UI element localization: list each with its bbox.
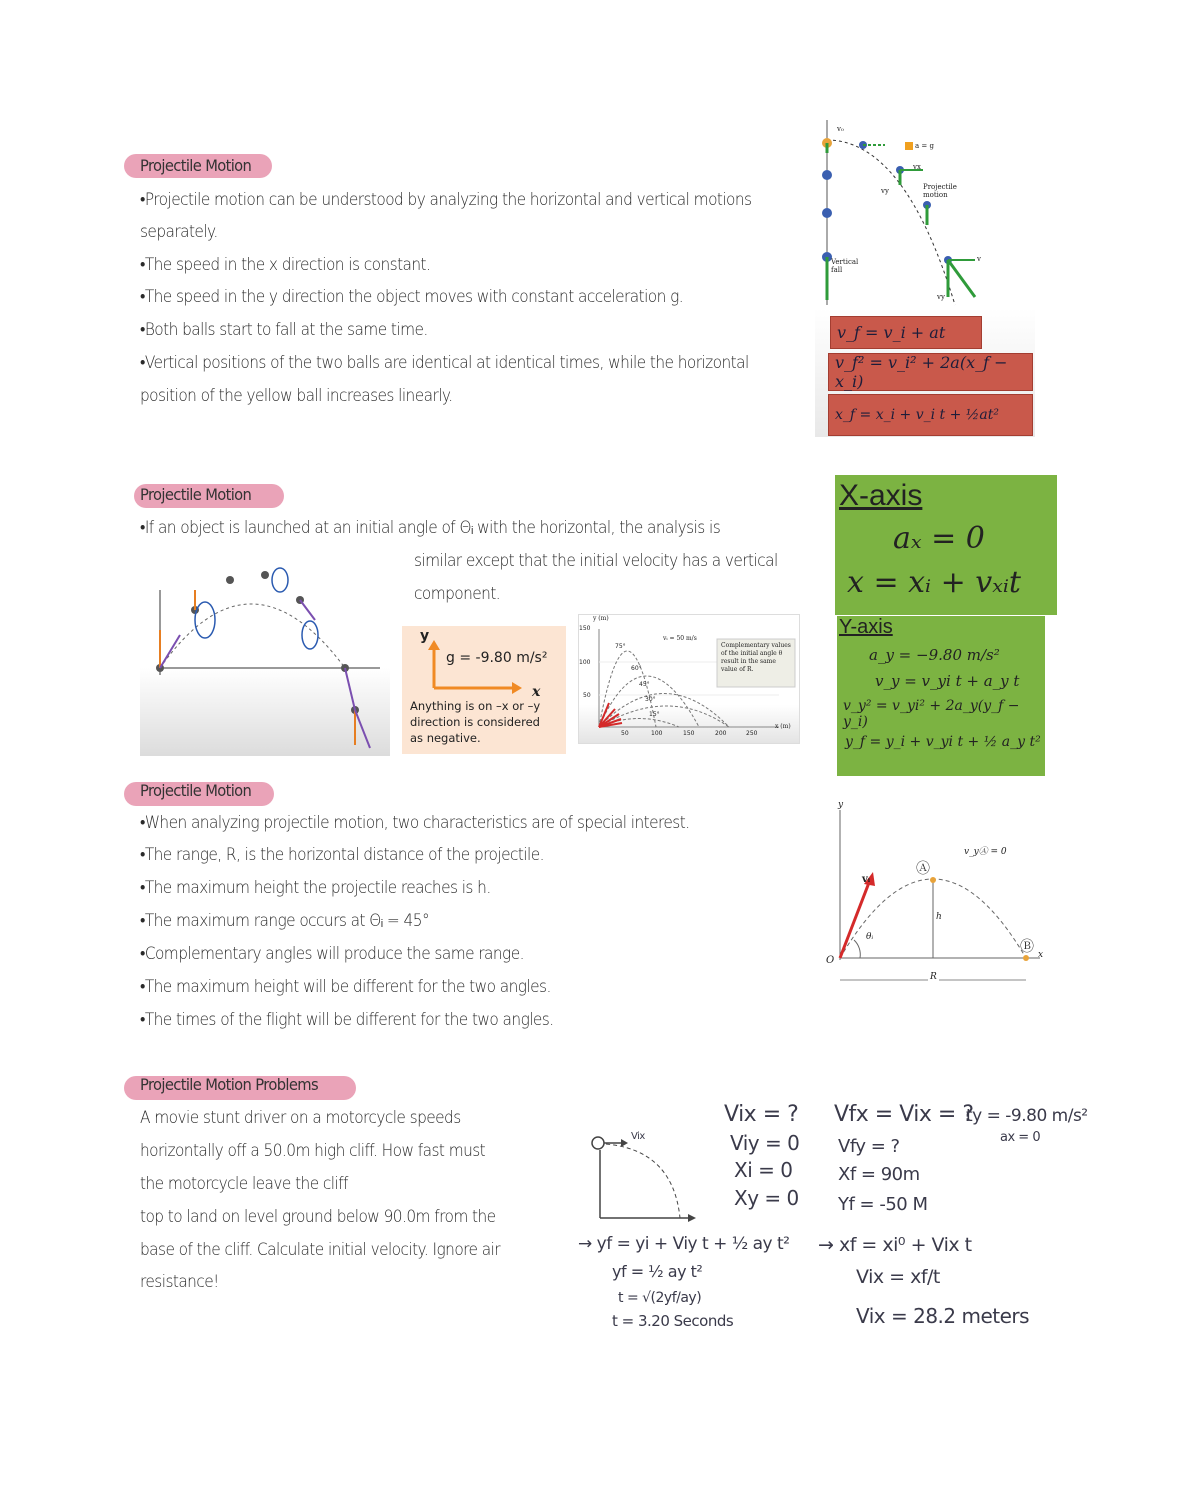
vx-label-1: vx [913,163,921,171]
gravity-sign-convention-box [402,626,566,754]
gbox-x-label: x [532,684,541,700]
s3-line-1: •When analyzing projectile motion, two characteristics are of special interest. [140,813,690,832]
hw-eq-xf: → xf = xi⁰ + Vix t [818,1234,972,1256]
s3-line-3: •The maximum height the projectile reaches is h. [140,878,491,897]
hw-ay: ty = -9.80 m/s² [966,1106,1088,1126]
hw-eq-yf-simplified: yf = ½ ay t² [612,1262,703,1281]
s3-line-4: •The maximum range occurs at Θᵢ = 45° [140,911,430,930]
s2-line-3: component. [414,584,501,603]
gbox-note-line-3: as negative. [410,731,481,745]
xtick-150: 150 [683,730,695,737]
projectile-motion-label: Projectile motion [923,183,957,199]
range-angles-chart [578,614,800,744]
section-1-title: Projectile Motion [140,156,252,175]
equation-vf: v_f = v_i + at [830,316,982,349]
diagram-h-label: h [936,912,942,922]
range-chart-vi: vᵢ = 50 m/s [663,635,697,642]
diagram-vi-label: vᵢ [862,874,871,885]
hw-vix: Vix = ? [724,1102,799,1127]
angle-30: 30° [645,696,656,703]
s1-line-1: •Projectile motion can be understood by analyzing the horizontal and vertical motions [140,190,752,209]
range-height-illustration [818,800,1048,995]
hw-eq-yf-full: → yf = yi + Viy t + ½ ay t² [578,1234,790,1254]
vertical-fall-label: Vertical fall [831,258,859,274]
hw-eq-t-result: t = 3.20 Seconds [612,1312,734,1330]
y-axis-eq2: v_y = v_yi t + a_y t [875,672,1020,690]
ytick-150: 150 [579,625,591,632]
y-axis-eq4: y_f = y_i + v_yi t + ½ a_y t² [845,734,1041,750]
s4-line-4: top to land on level ground below 90.0m from the [140,1207,496,1226]
point-b-label: Ⓑ [1020,939,1034,955]
s1-line-2: separately. [140,222,218,241]
diagram-x-label: x [1038,950,1044,960]
gbox-g-value: g = -9.80 m/s² [446,650,548,666]
hw-yf: Yf = -50 M [838,1194,928,1215]
equation-vf-squared: v_f² = v_i² + 2a(x_f − x_i) [828,353,1033,391]
s1-line-7: position of the yellow ball increases linearly. [140,386,453,405]
hw-xi: Xi = 0 [734,1158,793,1182]
v0-label: v₀ [837,125,844,133]
hw-eq-vix-result: Vix = 28.2 meters [856,1304,1030,1328]
x-axis-title: X-axis [839,479,923,512]
s4-line-2: horizontally off a 50.0m high cliff. How fast must [140,1141,486,1160]
range-chart-ylabel: y (m) [593,615,609,622]
s4-line-1: A movie stunt driver on a motorcycle speeds [140,1108,461,1127]
s3-line-7: •The times of the flight will be different for the two angles. [140,1010,554,1029]
ytick-50: 50 [583,692,591,699]
xtick-100: 100 [651,730,663,737]
diagram-r-label: R [930,972,937,982]
section-3-title: Projectile Motion [140,781,252,800]
range-chart-xlabel: x (m) [775,723,791,730]
diagram-origin-label: O [826,955,835,966]
angle-45: 45° [639,681,650,688]
y-axis-eq1: a_y = −9.80 m/s² [869,646,1000,664]
s3-line-2: •The range, R, is the horizontal distance of the projectile. [140,845,544,864]
complementary-note: Complementary values of the initial angle θ result in the same value of R. [721,642,791,673]
equation-xf: x_f = x_i + v_i t + ½at² [828,394,1033,436]
s1-line-3: •The speed in the x direction is constant. [140,255,431,274]
diagram-theta-label: θᵢ [866,932,874,942]
s1-line-6: •Vertical positions of the two balls are identical at identical times, while the horizontal [140,353,749,372]
y-axis-equations-box [837,616,1045,776]
s2-line-1: •If an object is launched at an initial angle of Θᵢ with the horizontal, the analysis is [140,518,721,537]
x-axis-eq2: x = xᵢ + vₓᵢt [847,565,1021,600]
range-height-diagram [818,800,1048,995]
s3-line-6: •The maximum height will be different for the two angles. [140,977,551,996]
angle-15: 15° [649,711,660,718]
y-axis-title: Y-axis [839,616,893,638]
hw-eq-t-formula: t = √(2yf/ay) [618,1290,702,1306]
ag-label: a = g [915,142,934,150]
s4-line-6: resistance! [140,1272,219,1291]
angle-60: 60° [631,665,642,672]
s1-line-4: •The speed in the y direction the object moves with constant acceleration g. [140,287,684,306]
diagram-y-label: y [838,800,844,810]
gbox-note [410,698,540,746]
gbox-y-label: y [420,628,430,644]
hw-eq-vix-formula: Vix = xf/t [856,1266,940,1288]
cliff-sketch [588,1130,708,1230]
hw-xy: Xy = 0 [734,1186,799,1210]
hw-viy: Viy = 0 [730,1131,800,1155]
hw-vfx: Vfx = Vix = ? [834,1102,974,1127]
point-a-label: Ⓐ [916,861,930,877]
launched-projectile-figure [140,560,390,756]
section-2-title: Projectile Motion [140,485,252,504]
x-axis-equations-box [835,475,1057,615]
ytick-100: 100 [579,659,591,666]
diagram-vya-label: v_yⒶ = 0 [964,847,1007,857]
s4-line-5: base of the cliff. Calculate initial velocity. Ignore air [140,1240,501,1259]
gbox-note-line-1: Anything is on –x or –y [410,699,541,713]
launch-trajectory-illustration [140,560,390,756]
v-label: v [977,255,981,263]
s2-line-2: similar except that the initial velocity has a vertical [414,551,778,570]
xtick-50: 50 [621,730,629,737]
s1-line-5: •Both balls start to fall at the same time. [140,320,428,339]
y-axis-eq3: v_y² = v_yi² + 2a_y(y_f − y_i) [843,698,1020,730]
xtick-200: 200 [715,730,727,737]
gbox-note-line-2: direction is considered [410,715,540,729]
sketch-vix-label: Vix [631,1131,645,1142]
x-axis-eq1: aₓ = 0 [893,521,985,556]
s4-line-3: the motorcycle leave the cliff [140,1174,348,1193]
s3-line-5: •Complementary angles will produce the same range. [140,944,524,963]
xtick-250: 250 [746,730,758,737]
angle-75: 75° [615,643,626,650]
vy-label-2: vy [937,293,945,301]
hw-xf: Xf = 90m [838,1164,920,1185]
hw-ax: ax = 0 [1000,1130,1041,1145]
hw-vfy: Vfy = ? [838,1136,900,1157]
vy-label-1: vy [881,187,889,195]
section-4-title: Projectile Motion Problems [140,1075,318,1094]
